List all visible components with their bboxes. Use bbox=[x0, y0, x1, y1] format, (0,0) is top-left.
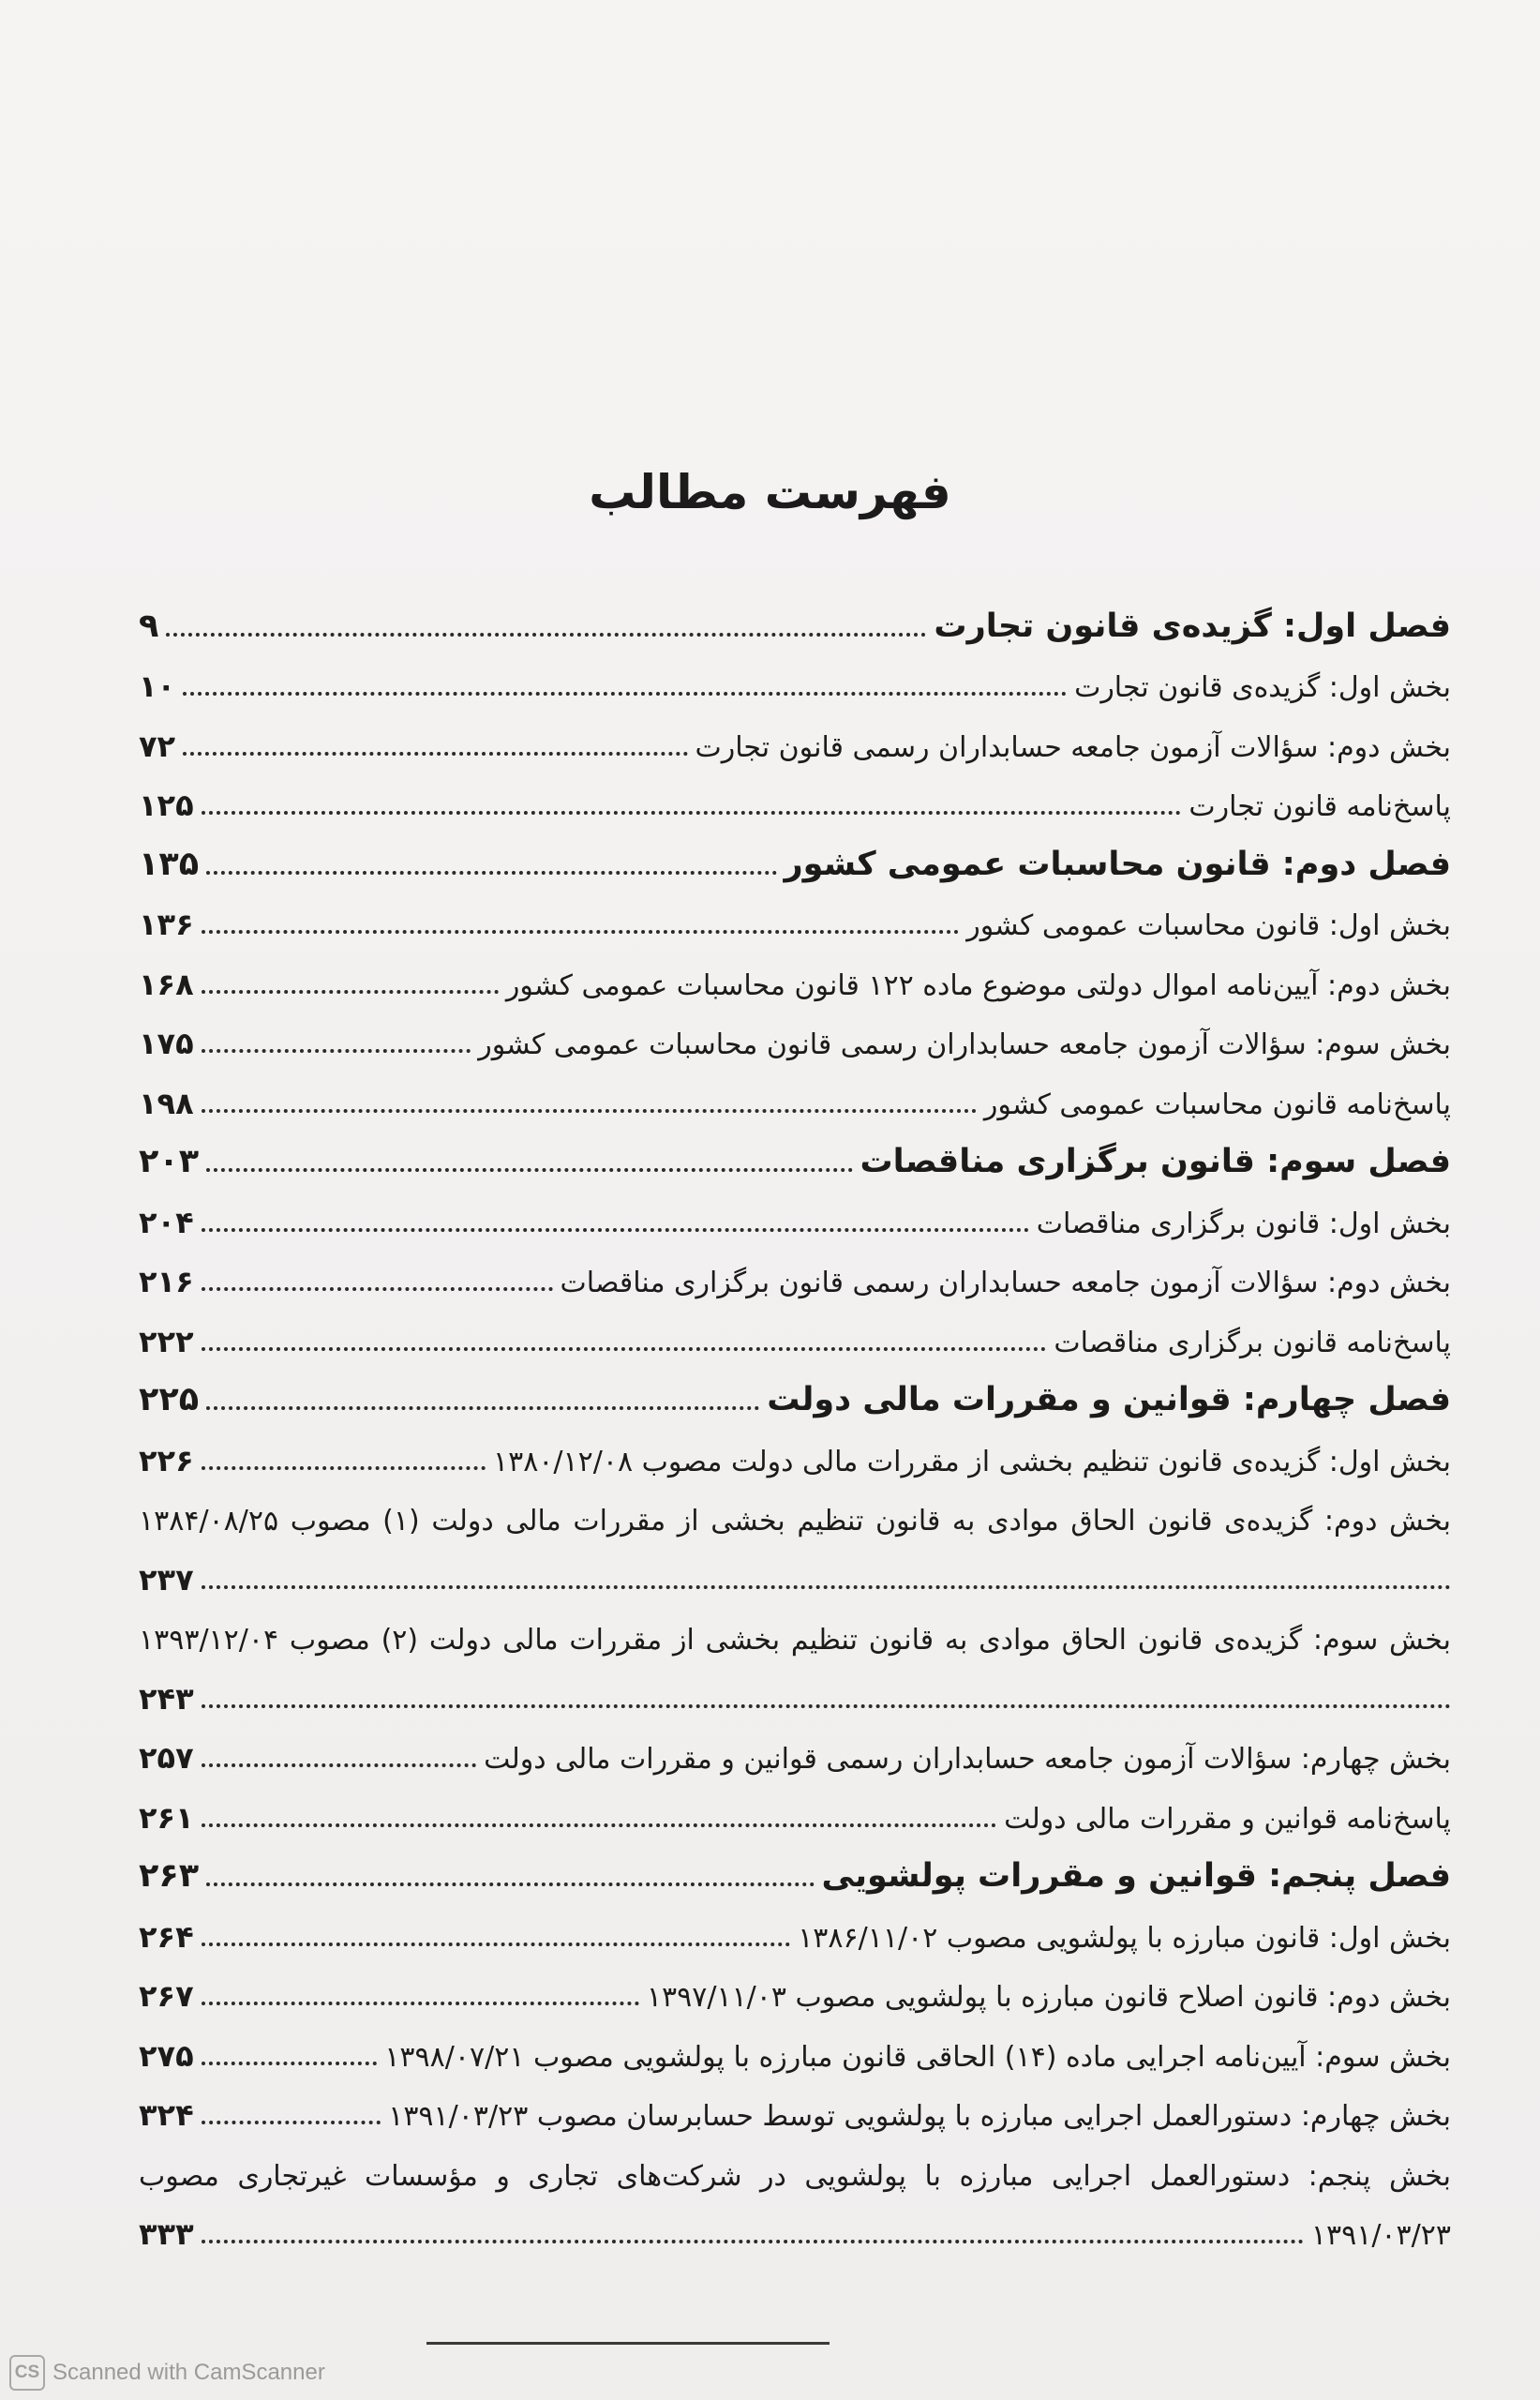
toc-section bbox=[139, 942, 1451, 1002]
page-number: ۱۹۸ bbox=[139, 1085, 194, 1121]
page-number: ۲۶۱ bbox=[139, 1799, 194, 1836]
page-number: ۲۲۵ bbox=[139, 1381, 200, 1418]
dot-leader bbox=[202, 2121, 381, 2124]
dot-leader bbox=[202, 930, 960, 934]
toc-section bbox=[139, 1061, 1451, 1121]
toc-label: فصل دوم: قانون محاسبات عمومی کشور bbox=[784, 845, 1451, 883]
bottom-rule bbox=[426, 2342, 830, 2345]
page-number: ۱۳۶ bbox=[139, 907, 194, 942]
toc-section bbox=[139, 764, 1451, 824]
dot-leader bbox=[202, 1287, 553, 1291]
page-number: ۲۶۴ bbox=[139, 1918, 194, 1955]
toc-section-long bbox=[139, 1478, 1451, 1538]
page-number: ۲۷۵ bbox=[139, 2037, 194, 2074]
dot-leader bbox=[202, 2240, 1304, 2243]
page-number: ۲۵۷ bbox=[139, 1740, 194, 1776]
toc-section bbox=[139, 645, 1451, 705]
page-number: ۱۷۵ bbox=[139, 1026, 194, 1061]
toc-label: بخش دوم: سؤالات آزمون جامعه حسابداران رسمی قانون برگزاری مناقصات bbox=[560, 1267, 1451, 1299]
page-number: ۲۱۶ bbox=[139, 1264, 194, 1299]
dot-leader bbox=[206, 1406, 759, 1410]
toc-chapter-5 bbox=[139, 1836, 1451, 1896]
dot-leader bbox=[183, 692, 1067, 696]
page-number: ۲۲۶ bbox=[139, 1442, 194, 1478]
dot-leader bbox=[202, 1704, 1451, 1708]
page-number: ۱۳۵ bbox=[139, 845, 200, 883]
dot-leader bbox=[202, 1109, 977, 1113]
toc-label: بخش چهارم: دستورالعمل اجرایی مبارزه با پولشویی توسط حسابرسان مصوب ۱۳۹۱/۰۳/۲۳ bbox=[388, 2100, 1451, 2133]
toc-section-page-line bbox=[139, 1657, 1451, 1717]
toc-section bbox=[139, 1240, 1451, 1300]
toc-section-long bbox=[139, 2133, 1451, 2193]
toc-section bbox=[139, 1776, 1451, 1836]
toc-label: بخش دوم: گزیده‌ی قانون الحاق موادی به قانون تنظیم بخشی از مقررات مالی دولت (۱) مصوب ۱۳۸۴/۰۸/۲۵ bbox=[139, 1505, 1451, 1538]
scanner-watermark bbox=[9, 2355, 325, 2391]
toc-label: بخش اول: قانون مبارزه با پولشویی مصوب ۱۳۸۶/۱۱/۰۲ bbox=[798, 1921, 1451, 1955]
toc-label: بخش اول: قانون محاسبات عمومی کشور bbox=[966, 909, 1451, 942]
page-number: ۲۲۲ bbox=[139, 1323, 194, 1359]
toc-section bbox=[139, 1299, 1451, 1359]
toc-label: بخش دوم: قانون اصلاح قانون مبارزه با پولشویی مصوب ۱۳۹۷/۱۱/۰۳ bbox=[646, 1981, 1451, 2014]
dot-leader bbox=[183, 752, 687, 756]
page-number: ۲۴۳ bbox=[139, 1680, 194, 1717]
toc-label: پاسخ‌نامه قوانین و مقررات مالی دولت bbox=[1004, 1802, 1451, 1836]
toc-section bbox=[139, 1955, 1451, 2015]
toc-label: بخش سوم: سؤالات آزمون جامعه حسابداران رسمی قانون محاسبات عمومی کشور bbox=[478, 1028, 1451, 1061]
dot-leader bbox=[202, 1585, 1451, 1589]
dot-leader bbox=[206, 871, 776, 875]
toc-chapter-3 bbox=[139, 1121, 1451, 1181]
camscanner-logo-icon: CS bbox=[9, 2355, 45, 2391]
dot-leader bbox=[202, 1049, 471, 1053]
page-number: ۱۰ bbox=[139, 668, 176, 704]
page-number: ۲۶۷ bbox=[139, 1978, 194, 2014]
page-number: ۳۲۴ bbox=[139, 2097, 194, 2133]
toc-section bbox=[139, 704, 1451, 764]
dot-leader bbox=[206, 1168, 852, 1172]
toc-label: بخش اول: گزیده‌ی قانون تنظیم بخشی از مقررات مالی دولت مصوب ۱۳۸۰/۱۲/۰۸ bbox=[492, 1445, 1451, 1478]
toc-label: پاسخ‌نامه قانون محاسبات عمومی کشور bbox=[983, 1088, 1451, 1121]
page-number: ۷۲ bbox=[139, 728, 176, 764]
table-of-contents bbox=[139, 585, 1451, 2252]
watermark-text: Scanned with CamScanner bbox=[52, 2360, 325, 2385]
toc-section-long bbox=[139, 1598, 1451, 1658]
dot-leader bbox=[202, 1347, 1047, 1351]
toc-chapter-1 bbox=[139, 585, 1451, 645]
dot-leader bbox=[202, 1466, 486, 1470]
toc-label: فصل چهارم: قوانین و مقررات مالی دولت bbox=[767, 1381, 1451, 1418]
page-title: فهرست مطالب bbox=[589, 465, 951, 519]
toc-label: بخش دوم: آیین‌نامه اموال دولتی موضوع ماده ۱۲۲ قانون محاسبات عمومی کشور bbox=[505, 968, 1451, 1002]
dot-leader bbox=[202, 1823, 997, 1827]
toc-section bbox=[139, 2074, 1451, 2134]
toc-chapter-2 bbox=[139, 823, 1451, 883]
toc-label: بخش اول: گزیده‌ی قانون تجارت bbox=[1074, 671, 1451, 704]
toc-label-continuation: ۱۳۹۱/۰۳/۲۳ bbox=[1310, 2219, 1451, 2252]
dot-leader bbox=[202, 1942, 791, 1946]
page-number: ۱۲۵ bbox=[139, 788, 194, 823]
toc-section bbox=[139, 1180, 1451, 1240]
dot-leader bbox=[202, 1763, 477, 1767]
toc-section bbox=[139, 1717, 1451, 1777]
page-number: ۱۶۸ bbox=[139, 966, 194, 1002]
toc-section-page-line bbox=[139, 1538, 1451, 1598]
dot-leader bbox=[202, 990, 499, 994]
toc-label: بخش سوم: گزیده‌ی قانون الحاق موادی به قانون تنظیم بخشی از مقررات مالی دولت (۲) مصوب ۱۳۹۳/۱۲/۰۴ bbox=[139, 1624, 1451, 1657]
dot-leader bbox=[202, 811, 1182, 815]
toc-label: بخش اول: قانون برگزاری مناقصات bbox=[1036, 1207, 1451, 1240]
toc-label: فصل سوم: قانون برگزاری مناقصات bbox=[860, 1143, 1451, 1180]
toc-section bbox=[139, 883, 1451, 943]
toc-label: بخش چهارم: سؤالات آزمون جامعه حسابداران رسمی قوانین و مقررات مالی دولت bbox=[484, 1743, 1451, 1776]
page-number: ۳۳۳ bbox=[139, 2216, 194, 2252]
toc-chapter-4 bbox=[139, 1359, 1451, 1419]
toc-section-continuation bbox=[139, 2193, 1451, 2253]
page-number: ۹ bbox=[139, 607, 159, 645]
dot-leader bbox=[206, 1882, 814, 1886]
toc-label: بخش دوم: سؤالات آزمون جامعه حسابداران رسمی قانون تجارت bbox=[695, 730, 1451, 764]
toc-section bbox=[139, 1895, 1451, 1955]
toc-label: پاسخ‌نامه قانون تجارت bbox=[1189, 790, 1451, 823]
dot-leader bbox=[202, 1228, 1029, 1232]
page-number: ۲۶۳ bbox=[139, 1857, 200, 1895]
toc-label: بخش پنجم: دستورالعمل اجرایی مبارزه با پولشویی در شرکت‌های تجاری و مؤسسات غیرتجاری مصوب bbox=[139, 2159, 1451, 2193]
toc-label: فصل اول: گزیده‌ی قانون تجارت bbox=[934, 607, 1451, 645]
dot-leader bbox=[166, 633, 926, 637]
toc-section bbox=[139, 1002, 1451, 1062]
toc-label: پاسخ‌نامه قانون برگزاری مناقصات bbox=[1054, 1326, 1451, 1359]
dot-leader bbox=[202, 2062, 378, 2065]
page-number: ۲۳۷ bbox=[139, 1561, 194, 1598]
page-number: ۲۰۴ bbox=[139, 1204, 194, 1240]
dot-leader bbox=[202, 2002, 639, 2005]
toc-section bbox=[139, 1418, 1451, 1478]
page-number: ۲۰۳ bbox=[139, 1143, 200, 1180]
toc-section bbox=[139, 2014, 1451, 2074]
toc-label: فصل پنجم: قوانین و مقررات پولشویی bbox=[821, 1857, 1451, 1895]
toc-label: بخش سوم: آیین‌نامه اجرایی ماده (۱۴) الحاقی قانون مبارزه با پولشویی مصوب ۱۳۹۸/۰۷/۲۱ bbox=[384, 2040, 1451, 2074]
